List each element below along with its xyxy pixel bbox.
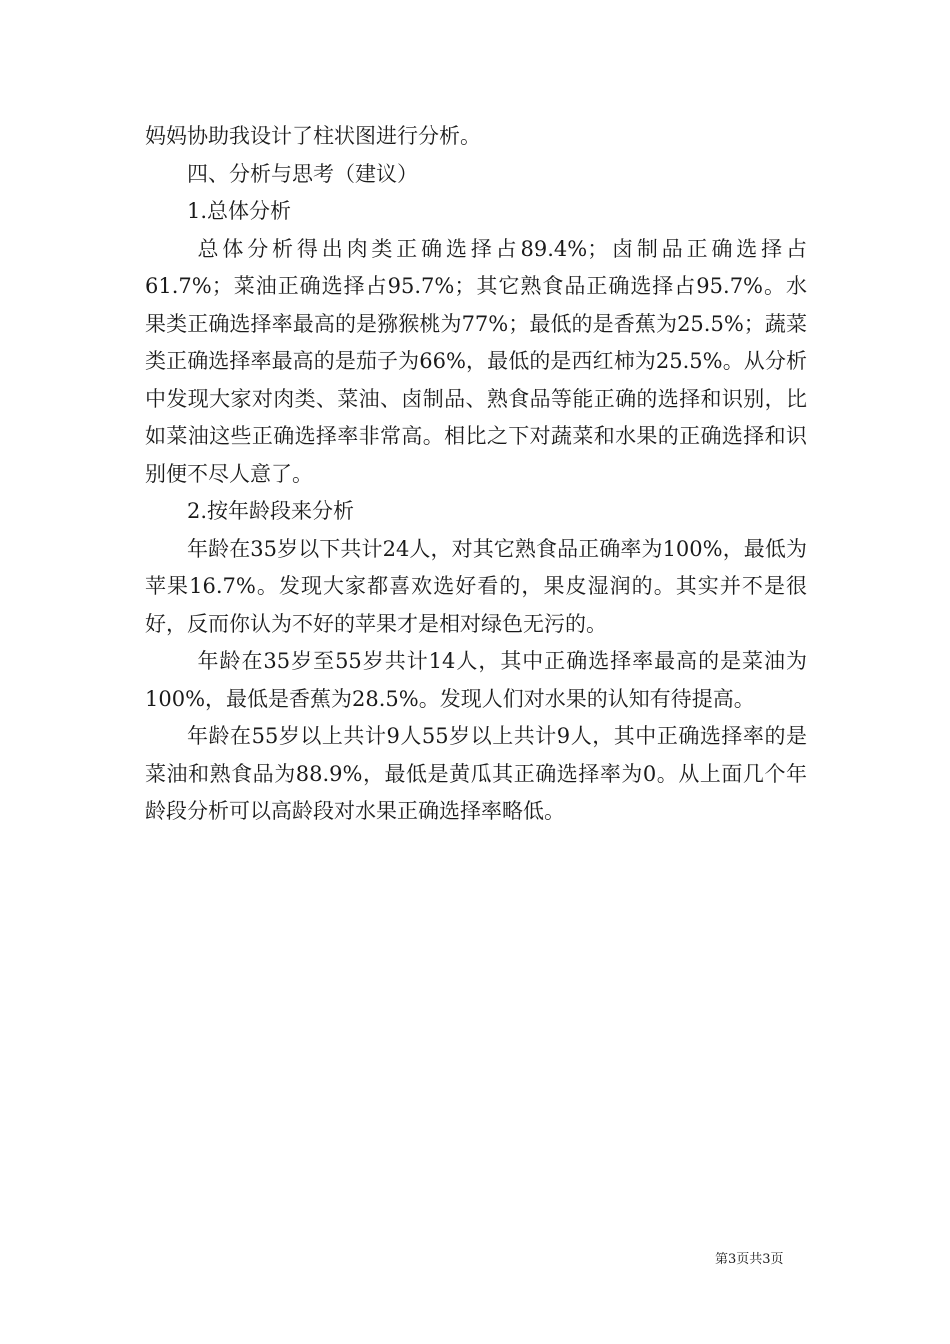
section-heading-analysis: 四、分析与思考（建议） — [187, 161, 418, 186]
paragraph-age-under-35: 年龄在35岁以下共计24人，对其它熟食品正确率为100%，最低为苹果16.7%。发现大家都喜欢选好看的，果皮湿润的。其实并不是很好，反而你认为不好的苹果才是相对绿色无污的。 — [145, 536, 807, 636]
paragraph-overall-analysis: 总体分析得出肉类正确选择占89.4%；卤制品正确选择占61.7%；菜油正确选择占95.7%；其它熟食品正确选择占95.7%。水果类正确选择率最高的是猕猴桃为77%；最低的是香蕉为25.5%；蔬菜类正确选择率最高的是茄子为66%，最低的是西红柿为25.5%。从分析中发现大家对肉类、菜油、卤制品、熟食品等能正确的选择和识别，比如菜油这些正确选择率非常高。相比之下对蔬菜和水果的正确选择和识别便不尽人意了。 — [145, 236, 807, 486]
paragraph-intro: 妈妈协助我设计了柱状图进行分析。 — [145, 124, 481, 148]
paragraph-age-over-55: 年龄在55岁以上共计9人55岁以上共计9人，其中正确选择率的是菜油和熟食品为88.9%，最低是黄瓜其正确选择率为0。从上面几个年龄段分析可以高龄段对水果正确选择率略低。 — [145, 724, 807, 823]
page-number-footer: 第3页共3页 — [715, 1252, 784, 1267]
document-body — [145, 118, 807, 831]
paragraph-age-35-to-55: 年龄在35岁至55岁共计14人，其中正确选择率最高的是菜油为100%，最低是香蕉为28.5%。发现人们对水果的认知有待提高。 — [145, 649, 807, 711]
subheading-overall-analysis: 1.总体分析 — [187, 199, 292, 223]
subheading-age-analysis: 2.按年龄段来分析 — [187, 499, 355, 523]
